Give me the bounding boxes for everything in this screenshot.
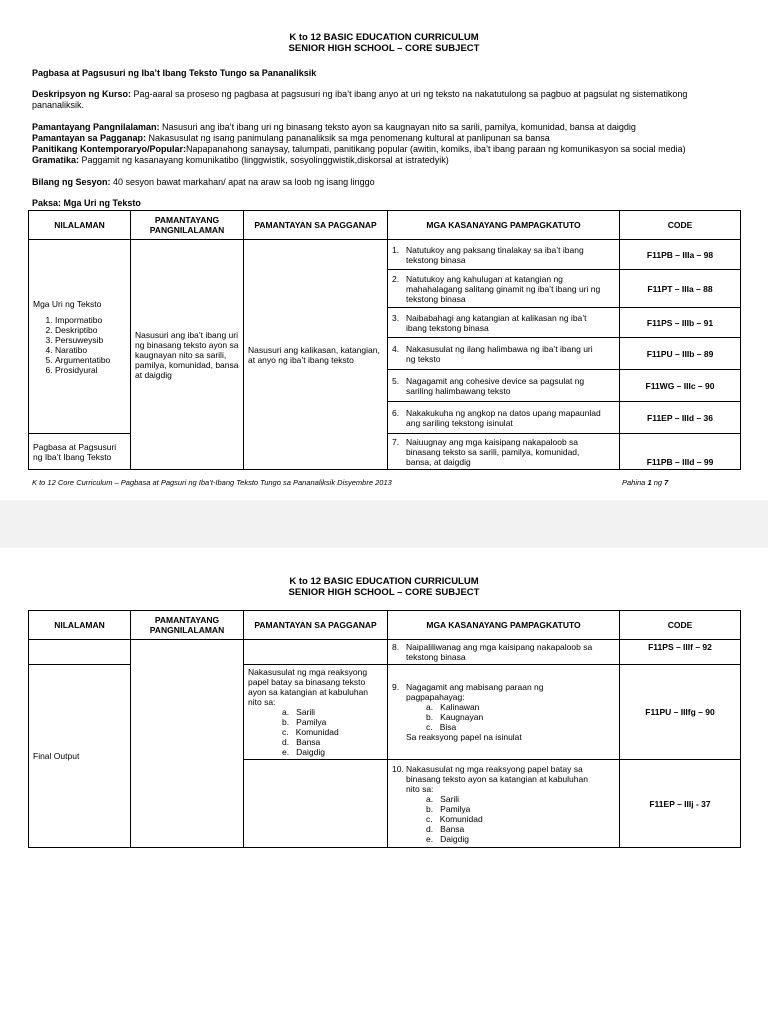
col-header-kasanayan: MGA KASANAYANG PAMPAGKATUTO bbox=[388, 211, 620, 240]
table-header-row bbox=[29, 211, 741, 240]
list-item: b. Pamilya bbox=[282, 717, 327, 727]
competency-number: 9. bbox=[392, 682, 400, 692]
col-header-pamantayang-pangnilalaman: PAMANTAYANG PANGNILALAMAN bbox=[131, 211, 244, 240]
empty-cell bbox=[131, 640, 244, 848]
competency-7 bbox=[388, 434, 620, 470]
code-1: F11PB – IIIa – 98 bbox=[620, 240, 741, 270]
code-8: F11PS – IIIf – 92 bbox=[620, 640, 741, 665]
competency-number: 8. bbox=[392, 642, 400, 652]
competency-9 bbox=[388, 665, 620, 760]
desc-label: Gramatika: bbox=[32, 155, 80, 165]
competency-number: 3. bbox=[392, 312, 400, 323]
code-3: F11PS – IIIb – 91 bbox=[620, 308, 741, 338]
competency-5 bbox=[388, 370, 620, 402]
list-item: 3. Persuweysib bbox=[55, 335, 126, 345]
competency-10 bbox=[388, 760, 620, 848]
competency-text: Nakasusulat ng ilang halimbawa ng iba’t ibang uri ng teksto bbox=[406, 343, 593, 364]
page-mid: ng bbox=[651, 478, 665, 487]
pamantayang-pangnilalaman-cell: Nasusuri ang iba’t ibang uri ng binasang teksto ayon sa kaugnayan nito sa sarili, pamilya, komunidad, bansa at daigdig bbox=[131, 240, 244, 470]
page-total: 7 bbox=[664, 478, 669, 487]
list-item: 6. Prosidyural bbox=[55, 365, 126, 375]
list-item: 5. Argumentatibo bbox=[55, 355, 126, 365]
desc-text: Pag-aaral sa proseso ng pagbasa at pagsusuri ng iba’t ibang anyo at uri ng teksto na nakatutulong sa pagbuo at pagsulat ng sistematikong pananaliksik. bbox=[32, 89, 688, 110]
competency-9-list bbox=[392, 702, 615, 732]
table-row bbox=[29, 240, 741, 270]
session-count bbox=[32, 177, 732, 188]
list-item: 4. Naratibo bbox=[55, 345, 126, 355]
competency-8 bbox=[388, 640, 620, 665]
pagganap-text: Nakasusulat ng mga reaksyong papel batay sa binasang teksto ayon sa katangian at kabuluhan nito sa: bbox=[248, 667, 369, 707]
curriculum-table-page-2 bbox=[28, 610, 741, 848]
code-10: F11EP – IIIj - 37 bbox=[620, 760, 741, 848]
list-item: b. Pamilya bbox=[426, 803, 471, 814]
competency-number: 6. bbox=[392, 407, 400, 418]
competency-number: 4. bbox=[392, 343, 400, 354]
paksa-label: Paksa: Mga Uri ng Teksto bbox=[32, 198, 141, 208]
competency-number: 5. bbox=[392, 375, 400, 386]
col-header-kasanayan: MGA KASANAYANG PAMPAGKATUTO bbox=[388, 611, 620, 640]
content-standard bbox=[32, 122, 732, 133]
competency-6 bbox=[388, 402, 620, 434]
list-item: c. Bisa bbox=[426, 722, 457, 732]
competency-4 bbox=[388, 338, 620, 370]
table-header-row bbox=[29, 611, 741, 640]
contemporary-literature bbox=[32, 144, 732, 155]
pagganap-list bbox=[248, 707, 383, 757]
competency-text: Natutukoy ang paksang tinalakay sa iba’t ibang tekstong binasa bbox=[406, 244, 584, 265]
col-header-nilalaman: NILALAMAN bbox=[29, 211, 131, 240]
nilalaman-title: Mga Uri ng Teksto bbox=[33, 298, 102, 309]
list-item: 1. Impormatibo bbox=[55, 315, 126, 325]
desc-text: Nakasusulat ng isang panimulang pananaliksik sa mga penomenang kultural at panlipunan sa bansa bbox=[146, 133, 550, 143]
list-item: b. Kaugnayan bbox=[426, 712, 484, 722]
code-2: F11PT – IIIa – 88 bbox=[620, 270, 741, 308]
header-line-1: K to 12 BASIC EDUCATION CURRICULUM bbox=[289, 32, 479, 43]
header-line-2: SENIOR HIGH SCHOOL – CORE SUBJECT bbox=[288, 587, 480, 598]
competency-10-list bbox=[392, 794, 615, 844]
code-6: F11EP – IIId – 36 bbox=[620, 402, 741, 434]
col-header-pamantayang-pangnilalaman: PAMANTAYANG PANGNILALAMAN bbox=[131, 611, 244, 640]
text-types-list bbox=[33, 315, 126, 375]
header-line-2: SENIOR HIGH SCHOOL – CORE SUBJECT bbox=[288, 43, 480, 54]
list-item: 2. Deskriptibo bbox=[55, 325, 126, 335]
col-header-code: CODE bbox=[620, 211, 741, 240]
grammar bbox=[32, 155, 732, 166]
competency-text: Nagagamit ang mabisang paraan ng pagpapahayag: bbox=[406, 682, 544, 702]
list-item: a. Kalinawan bbox=[426, 702, 480, 712]
pamantayan-sa-pagganap-cell: Nasusuri ang kalikasan, katangian, at anyo ng iba’t ibang teksto bbox=[244, 240, 388, 470]
pagganap-cell bbox=[244, 665, 388, 760]
list-item: a. Sarili bbox=[282, 707, 316, 717]
competency-text: Naipaliliwanag ang mga kaisipang nakapaloob sa tekstong binasa bbox=[406, 642, 593, 662]
list-item: e. Daigdig bbox=[282, 747, 325, 757]
desc-label: Deskripsyon ng Kurso: bbox=[32, 89, 132, 99]
page-current: 1 bbox=[647, 478, 652, 487]
list-item: d. Bansa bbox=[426, 823, 465, 834]
desc-text: Nasusuri ang iba’t ibang uri ng binasang teksto ayon sa kaugnayan nito sa sarili, pamilya, komunidad, bansa at daigdig bbox=[159, 122, 636, 132]
subject-title: Pagbasa at Pagsusuri ng Iba’t Ibang Teksto Tungo sa Pananaliksik bbox=[32, 68, 317, 78]
desc-text: Paggamit ng kasanayang komunikatibo (linggwistik, sosyolinggwistik,diskorsal at istratedyik) bbox=[79, 155, 449, 165]
competency-text: Naiuugnay ang mga kaisipang nakapaloob sa binasang teksto sa sarili, pamilya, komunidad, bansa, at daigdig bbox=[406, 436, 580, 467]
competency-text: Nagagamit ang cohesive device sa pagsulat ng sariling halimbawang teksto bbox=[406, 375, 585, 396]
col-header-nilalaman: NILALAMAN bbox=[29, 611, 131, 640]
desc-label: Pamantayan sa Pagganap: bbox=[32, 133, 147, 143]
competency-number: 10. bbox=[392, 763, 404, 774]
col-header-pamantayan-sa-pagganap: PAMANTAYAN SA PAGGANAP bbox=[244, 211, 388, 240]
table-row bbox=[29, 640, 741, 665]
col-header-pamantayan-sa-pagganap: PAMANTAYAN SA PAGGANAP bbox=[244, 611, 388, 640]
competency-text: Nakakukuha ng angkop na datos upang mapaunlad ang sariling tekstong isinulat bbox=[406, 407, 601, 428]
list-item: c. Komunidad bbox=[426, 813, 483, 824]
empty-cell bbox=[29, 640, 131, 665]
competency-text: Natutukoy ang kahulugan at katangian ng mahahalagang salitang ginamit ng iba’t ibang uri ng tekstong binasa bbox=[406, 273, 601, 304]
list-item: c. Komunidad bbox=[282, 727, 339, 737]
header-line-1: K to 12 BASIC EDUCATION CURRICULUM bbox=[289, 576, 479, 587]
code-9: F11PU – IIIfg – 90 bbox=[620, 665, 741, 760]
competency-9-tail: Sa reaksyong papel na isinulat bbox=[406, 732, 522, 742]
list-item: a. Sarili bbox=[426, 793, 460, 804]
list-item: e. Daigdig bbox=[426, 833, 469, 844]
desc-label: Pamantayang Pangnilalaman: bbox=[32, 122, 160, 132]
page-2 bbox=[0, 548, 768, 1024]
performance-standard bbox=[32, 133, 732, 144]
desc-label: Panitikang Kontemporaryo/Popular: bbox=[32, 144, 187, 154]
curriculum-table-page-1 bbox=[28, 210, 741, 470]
desc-text: 40 sesyon bawat markahan/ apat na araw sa loob ng isang linggo bbox=[110, 177, 375, 187]
competency-number: 1. bbox=[392, 244, 400, 255]
page-number bbox=[622, 478, 668, 487]
competency-1 bbox=[388, 240, 620, 270]
nilalaman-2-cell: Pagbasa at Pagsusuri ng Iba’t Ibang Teksto bbox=[29, 434, 131, 470]
empty-cell bbox=[244, 760, 388, 848]
competency-number: 7. bbox=[392, 436, 400, 447]
desc-text: Napapanahong sanaysay, talumpati, panitikang popular (awitin, komiks, iba’t ibang paraan ng komunikasyon sa social media) bbox=[186, 144, 686, 154]
footer-text: K to 12 Core Curriculum – Pagbasa at Pagsuri ng Iba’t-Ibang Teksto Tungo sa Pananaliksik Disyembre 2013 bbox=[32, 478, 392, 487]
nilalaman-cell bbox=[29, 240, 131, 434]
final-output-cell: Final Output bbox=[29, 665, 131, 848]
code-5: F11WG – IIIc – 90 bbox=[620, 370, 741, 402]
course-description bbox=[32, 89, 732, 110]
competency-3 bbox=[388, 308, 620, 338]
competency-text: Naibabahagi ang katangian at kalikasan ng iba’t ibang tekstong binasa bbox=[406, 312, 587, 333]
competency-text: Nakasusulat ng mga reaksyong papel batay sa binasang teksto ayon sa katangian at kabuluhan nito sa: bbox=[406, 763, 588, 794]
list-item: d. Bansa bbox=[282, 737, 321, 747]
col-header-code: CODE bbox=[620, 611, 741, 640]
desc-label: Bilang ng Sesyon: bbox=[32, 177, 111, 187]
page-1 bbox=[0, 0, 768, 500]
code-4: F11PU – IIIb – 89 bbox=[620, 338, 741, 370]
competency-number: 2. bbox=[392, 273, 400, 284]
competency-2 bbox=[388, 270, 620, 308]
page-prefix: Pahina bbox=[622, 478, 648, 487]
empty-cell bbox=[244, 640, 388, 665]
code-7: F11PB – IIId – 99 bbox=[620, 434, 741, 470]
